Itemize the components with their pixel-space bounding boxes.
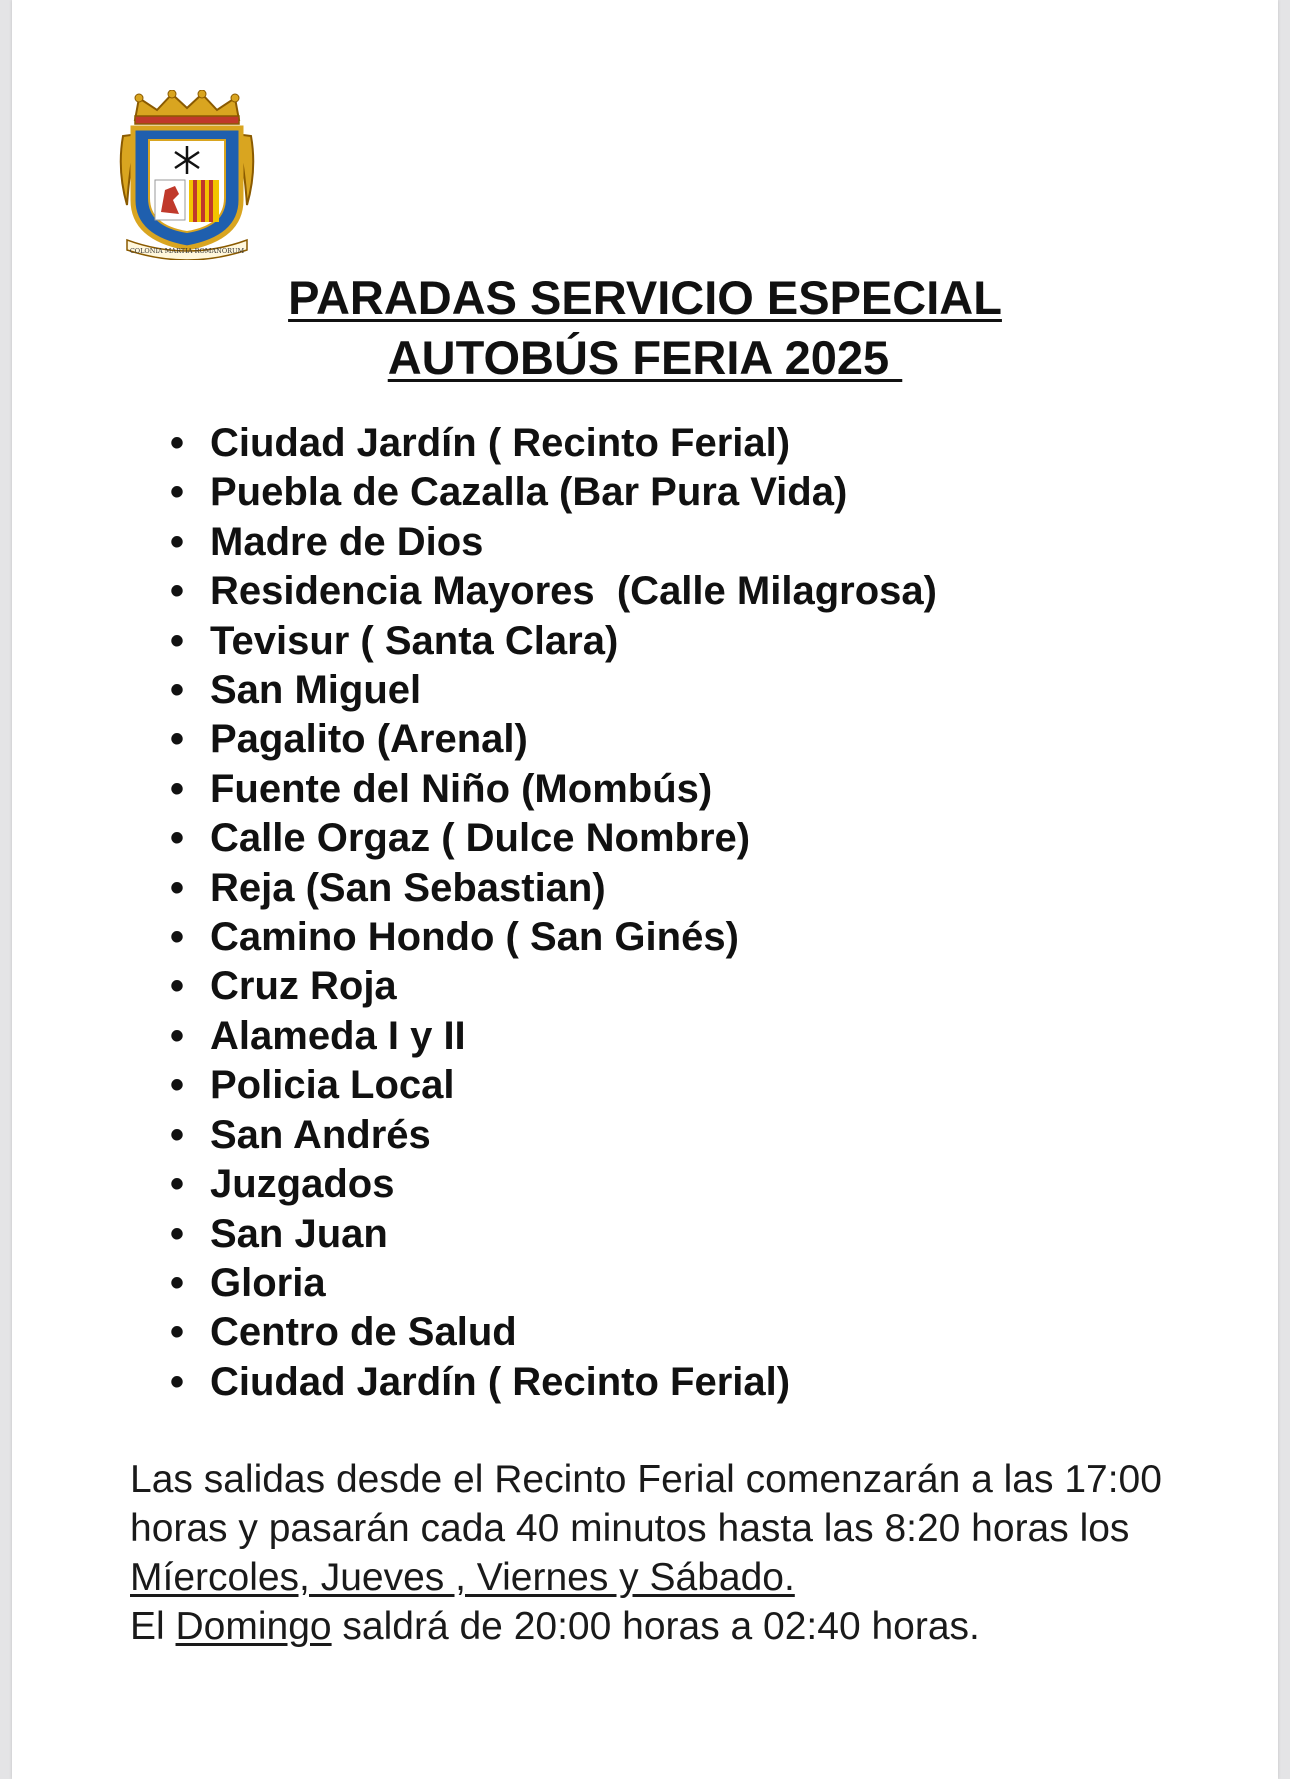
stop-name: Camino Hondo ( San Ginés) [210, 915, 739, 960]
stop-name: Centro de Salud [210, 1310, 517, 1355]
stop-name: Fuente del Niño (Mombús) [210, 766, 713, 811]
stop-name: Residencia Mayores (Calle Milagrosa) [210, 569, 937, 614]
stop-item [158, 1160, 937, 1209]
title-line-2: AUTOBÚS FERIA 2025 [387, 331, 903, 384]
stop-name: Pagalito (Arenal) [210, 717, 528, 762]
title-line-1: PARADAS SERVICIO ESPECIAL [288, 271, 1002, 324]
bullet-icon: • [170, 766, 185, 811]
stop-item [158, 1358, 937, 1407]
bullet-icon: • [170, 1063, 185, 1108]
weekday-schedule: Las salidas desde el Recinto Ferial comenzarán a las 17:00 horas y pasarán cada 40 minutos hasta las 8:20 horas los Míercoles, Jueves , Viernes y Sábado. [130, 1458, 1162, 1599]
bullet-icon: • [170, 1013, 185, 1058]
bullet-icon: • [170, 668, 185, 713]
stop-item [158, 1308, 937, 1357]
stop-item [158, 518, 937, 567]
stop-name: San Juan [210, 1211, 388, 1256]
stop-name: Gloria [210, 1260, 326, 1305]
stop-item [158, 1012, 937, 1061]
stop-name: Alameda I y II [210, 1013, 466, 1058]
stop-name: Cruz Roja [210, 964, 397, 1009]
bullet-icon: • [170, 1310, 185, 1355]
bullet-icon: • [170, 915, 185, 960]
bullet-icon: • [170, 618, 185, 663]
stop-item [158, 617, 937, 666]
stop-item [158, 814, 937, 863]
stop-name: San Miguel [210, 668, 422, 713]
bullet-icon: • [170, 1162, 185, 1207]
stop-item [158, 567, 937, 616]
page-title [12, 268, 1278, 388]
bullet-icon: • [170, 421, 185, 465]
stop-name: Reja (San Sebastian) [210, 865, 606, 910]
bus-stop-list [158, 419, 937, 1407]
stop-name: Policia Local [210, 1063, 455, 1108]
bullet-icon: • [170, 964, 185, 1009]
stop-name: Ciudad Jardín ( Recinto Ferial) [210, 1359, 791, 1404]
stop-item [158, 666, 937, 715]
stop-item [158, 913, 937, 962]
stop-item [158, 765, 937, 814]
weekday-list: Míercoles, Jueves , Viernes y Sábado. [130, 1556, 795, 1599]
bullet-icon: • [170, 717, 185, 762]
stop-item [158, 419, 937, 468]
stop-name: Madre de Dios [210, 519, 484, 564]
stop-name: Puebla de Cazalla (Bar Pura Vida) [210, 470, 848, 515]
stop-item [158, 962, 937, 1011]
bullet-icon: • [170, 519, 185, 564]
stop-name: Juzgados [210, 1162, 395, 1207]
stop-item [158, 715, 937, 764]
schedule-notes [130, 1455, 1210, 1651]
svg-text:COLONIA MARTIA ROMANORUM: COLONIA MARTIA ROMANORUM [129, 247, 245, 255]
bullet-icon: • [170, 1260, 185, 1305]
stop-name: Ciudad Jardín ( Recinto Ferial) [210, 421, 791, 465]
bullet-icon: • [170, 1112, 185, 1157]
stop-item [158, 1061, 937, 1110]
bullet-icon: • [170, 470, 185, 515]
stop-item [158, 1111, 937, 1160]
sunday-schedule: El Domingo saldrá de 20:00 horas a 02:40 horas. [130, 1605, 980, 1648]
bullet-icon: • [170, 865, 185, 910]
bullet-icon: • [170, 816, 185, 861]
stop-item [158, 468, 937, 517]
sunday-label: Domingo [175, 1605, 332, 1648]
bullet-icon: • [170, 1211, 185, 1256]
stop-name: Tevisur ( Santa Clara) [210, 618, 619, 663]
stop-name: Calle Orgaz ( Dulce Nombre) [210, 816, 751, 861]
stop-item [158, 1259, 937, 1308]
bullet-icon: • [170, 1359, 185, 1404]
bullet-icon: • [170, 569, 185, 614]
coat-of-arms-logo [117, 90, 257, 260]
stop-name: San Andrés [210, 1112, 431, 1157]
stop-item [158, 1210, 937, 1259]
document-page [12, 0, 1278, 1779]
stop-item [158, 864, 937, 913]
